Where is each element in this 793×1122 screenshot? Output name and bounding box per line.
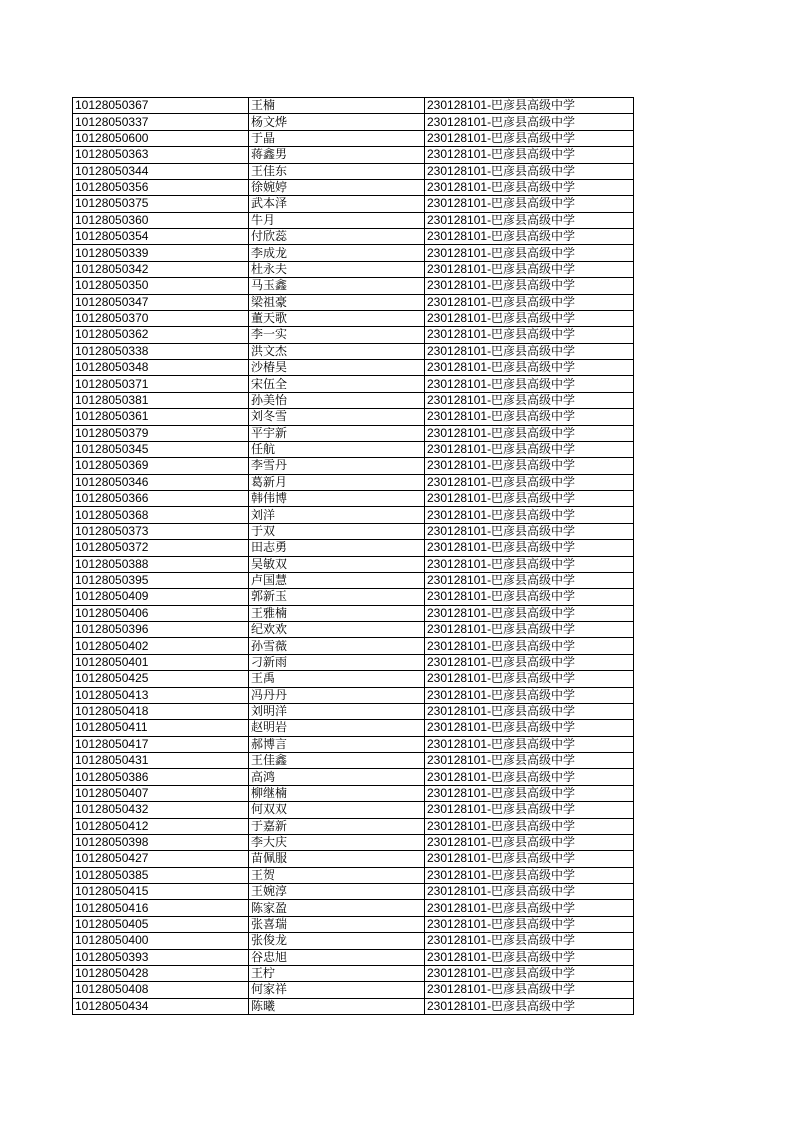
candidate-id-cell: 10128050339 — [73, 245, 249, 261]
table-row — [73, 736, 634, 752]
table-row — [73, 523, 634, 539]
student-name-cell: 王佳鑫 — [249, 753, 425, 769]
school-cell: 230128101-巴彦县高级中学 — [425, 753, 634, 769]
table-row — [73, 605, 634, 621]
candidate-id-cell: 10128050407 — [73, 785, 249, 801]
candidate-id-cell: 10128050413 — [73, 687, 249, 703]
table-row — [73, 98, 634, 114]
student-name-cell: 李一实 — [249, 327, 425, 343]
student-name-cell: 柳继楠 — [249, 785, 425, 801]
table-row — [73, 982, 634, 998]
school-cell: 230128101-巴彦县高级中学 — [425, 654, 634, 670]
student-name-cell: 杨文烨 — [249, 114, 425, 130]
table-row — [73, 130, 634, 146]
table-row — [73, 916, 634, 932]
candidate-id-cell: 10128050428 — [73, 965, 249, 981]
candidate-id-cell: 10128050373 — [73, 523, 249, 539]
school-cell: 230128101-巴彦县高级中学 — [425, 212, 634, 228]
table-row — [73, 425, 634, 441]
student-name-cell: 李大庆 — [249, 834, 425, 850]
candidate-id-cell: 10128050348 — [73, 360, 249, 376]
school-cell: 230128101-巴彦县高级中学 — [425, 163, 634, 179]
candidate-id-cell: 10128050346 — [73, 474, 249, 490]
table-row — [73, 998, 634, 1014]
school-cell: 230128101-巴彦县高级中学 — [425, 589, 634, 605]
candidate-id-cell: 10128050368 — [73, 507, 249, 523]
school-cell: 230128101-巴彦县高级中学 — [425, 671, 634, 687]
school-cell: 230128101-巴彦县高级中学 — [425, 130, 634, 146]
candidate-id-cell: 10128050388 — [73, 556, 249, 572]
table-row — [73, 458, 634, 474]
candidate-id-cell: 10128050401 — [73, 654, 249, 670]
candidate-id-cell: 10128050417 — [73, 736, 249, 752]
candidate-id-cell: 10128050434 — [73, 998, 249, 1014]
school-cell: 230128101-巴彦县高级中学 — [425, 310, 634, 326]
table-row — [73, 818, 634, 834]
candidate-id-cell: 10128050372 — [73, 540, 249, 556]
candidate-id-cell: 10128050393 — [73, 949, 249, 965]
candidate-id-cell: 10128050337 — [73, 114, 249, 130]
candidate-id-cell: 10128050418 — [73, 703, 249, 719]
student-name-cell: 武本泽 — [249, 196, 425, 212]
table-row — [73, 965, 634, 981]
table-row — [73, 441, 634, 457]
candidate-id-cell: 10128050369 — [73, 458, 249, 474]
student-name-cell: 王婉淳 — [249, 884, 425, 900]
table-row — [73, 245, 634, 261]
student-name-cell: 徐婉婷 — [249, 179, 425, 195]
candidate-id-cell: 10128050381 — [73, 392, 249, 408]
candidate-id-cell: 10128050370 — [73, 310, 249, 326]
school-cell: 230128101-巴彦县高级中学 — [425, 147, 634, 163]
student-name-cell: 王楠 — [249, 98, 425, 114]
candidate-id-cell: 10128050432 — [73, 802, 249, 818]
student-name-cell: 孙雪薇 — [249, 638, 425, 654]
school-cell: 230128101-巴彦县高级中学 — [425, 785, 634, 801]
student-name-cell: 纪欢欢 — [249, 622, 425, 638]
school-cell: 230128101-巴彦县高级中学 — [425, 540, 634, 556]
table-row — [73, 540, 634, 556]
table-row — [73, 703, 634, 719]
student-name-cell: 吴敏双 — [249, 556, 425, 572]
candidate-id-cell: 10128050412 — [73, 818, 249, 834]
school-cell: 230128101-巴彦县高级中学 — [425, 687, 634, 703]
table-row — [73, 343, 634, 359]
student-name-cell: 杜永夫 — [249, 261, 425, 277]
school-cell: 230128101-巴彦县高级中学 — [425, 916, 634, 932]
school-cell: 230128101-巴彦县高级中学 — [425, 818, 634, 834]
candidate-id-cell: 10128050345 — [73, 441, 249, 457]
table-row — [73, 671, 634, 687]
candidate-id-cell: 10128050396 — [73, 622, 249, 638]
student-name-cell: 王雅楠 — [249, 605, 425, 621]
table-row — [73, 163, 634, 179]
school-cell: 230128101-巴彦县高级中学 — [425, 622, 634, 638]
table-row — [73, 572, 634, 588]
table-row — [73, 196, 634, 212]
student-name-cell: 何家祥 — [249, 982, 425, 998]
table-row — [73, 851, 634, 867]
school-cell: 230128101-巴彦县高级中学 — [425, 343, 634, 359]
school-cell: 230128101-巴彦县高级中学 — [425, 703, 634, 719]
student-name-cell: 高鸿 — [249, 769, 425, 785]
school-cell: 230128101-巴彦县高级中学 — [425, 965, 634, 981]
student-name-cell: 付欣蕊 — [249, 229, 425, 245]
student-name-cell: 宋伍全 — [249, 376, 425, 392]
student-name-cell: 郝博言 — [249, 736, 425, 752]
student-name-cell: 郭新玉 — [249, 589, 425, 605]
school-cell: 230128101-巴彦县高级中学 — [425, 851, 634, 867]
school-cell: 230128101-巴彦县高级中学 — [425, 98, 634, 114]
candidate-id-cell: 10128050362 — [73, 327, 249, 343]
student-name-cell: 卢国慧 — [249, 572, 425, 588]
student-name-cell: 刘洋 — [249, 507, 425, 523]
student-name-cell: 苗佩服 — [249, 851, 425, 867]
school-cell: 230128101-巴彦县高级中学 — [425, 736, 634, 752]
candidate-id-cell: 10128050409 — [73, 589, 249, 605]
school-cell: 230128101-巴彦县高级中学 — [425, 982, 634, 998]
student-name-cell: 孙美怡 — [249, 392, 425, 408]
school-cell: 230128101-巴彦县高级中学 — [425, 392, 634, 408]
student-name-cell: 洪文杰 — [249, 343, 425, 359]
candidate-id-cell: 10128050431 — [73, 753, 249, 769]
table-row — [73, 114, 634, 130]
candidate-id-cell: 10128050356 — [73, 179, 249, 195]
school-cell: 230128101-巴彦县高级中学 — [425, 294, 634, 310]
student-table-body — [73, 98, 634, 1015]
table-row — [73, 261, 634, 277]
candidate-id-cell: 10128050395 — [73, 572, 249, 588]
school-cell: 230128101-巴彦县高级中学 — [425, 441, 634, 457]
student-name-cell: 于嘉新 — [249, 818, 425, 834]
candidate-id-cell: 10128050411 — [73, 720, 249, 736]
candidate-id-cell: 10128050425 — [73, 671, 249, 687]
school-cell: 230128101-巴彦县高级中学 — [425, 458, 634, 474]
student-name-cell: 沙椿昊 — [249, 360, 425, 376]
table-row — [73, 376, 634, 392]
student-name-cell: 赵明岩 — [249, 720, 425, 736]
table-row — [73, 884, 634, 900]
student-name-cell: 任航 — [249, 441, 425, 457]
school-cell: 230128101-巴彦县高级中学 — [425, 949, 634, 965]
school-cell: 230128101-巴彦县高级中学 — [425, 114, 634, 130]
candidate-id-cell: 10128050366 — [73, 491, 249, 507]
school-cell: 230128101-巴彦县高级中学 — [425, 360, 634, 376]
student-name-cell: 牛月 — [249, 212, 425, 228]
school-cell: 230128101-巴彦县高级中学 — [425, 409, 634, 425]
student-name-cell: 张俊龙 — [249, 933, 425, 949]
student-table — [72, 97, 634, 1015]
table-row — [73, 753, 634, 769]
table-row — [73, 360, 634, 376]
school-cell: 230128101-巴彦县高级中学 — [425, 474, 634, 490]
candidate-id-cell: 10128050415 — [73, 884, 249, 900]
candidate-id-cell: 10128050354 — [73, 229, 249, 245]
school-cell: 230128101-巴彦县高级中学 — [425, 884, 634, 900]
table-row — [73, 834, 634, 850]
candidate-id-cell: 10128050408 — [73, 982, 249, 998]
student-name-cell: 王贺 — [249, 867, 425, 883]
school-cell: 230128101-巴彦县高级中学 — [425, 376, 634, 392]
school-cell: 230128101-巴彦县高级中学 — [425, 261, 634, 277]
table-row — [73, 785, 634, 801]
school-cell: 230128101-巴彦县高级中学 — [425, 523, 634, 539]
school-cell: 230128101-巴彦县高级中学 — [425, 278, 634, 294]
school-cell: 230128101-巴彦县高级中学 — [425, 327, 634, 343]
student-name-cell: 谷忠旭 — [249, 949, 425, 965]
candidate-id-cell: 10128050361 — [73, 409, 249, 425]
table-row — [73, 933, 634, 949]
candidate-id-cell: 10128050375 — [73, 196, 249, 212]
school-cell: 230128101-巴彦县高级中学 — [425, 720, 634, 736]
candidate-id-cell: 10128050398 — [73, 834, 249, 850]
student-name-cell: 王禹 — [249, 671, 425, 687]
school-cell: 230128101-巴彦县高级中学 — [425, 900, 634, 916]
school-cell: 230128101-巴彦县高级中学 — [425, 245, 634, 261]
table-row — [73, 687, 634, 703]
candidate-id-cell: 10128050385 — [73, 867, 249, 883]
school-cell: 230128101-巴彦县高级中学 — [425, 229, 634, 245]
table-row — [73, 949, 634, 965]
table-row — [73, 802, 634, 818]
student-name-cell: 于双 — [249, 523, 425, 539]
table-row — [73, 491, 634, 507]
table-row — [73, 310, 634, 326]
candidate-id-cell: 10128050406 — [73, 605, 249, 621]
school-cell: 230128101-巴彦县高级中学 — [425, 572, 634, 588]
student-name-cell: 董天歌 — [249, 310, 425, 326]
school-cell: 230128101-巴彦县高级中学 — [425, 638, 634, 654]
table-row — [73, 867, 634, 883]
candidate-id-cell: 10128050360 — [73, 212, 249, 228]
student-name-cell: 李成龙 — [249, 245, 425, 261]
school-cell: 230128101-巴彦县高级中学 — [425, 933, 634, 949]
student-name-cell: 李雪丹 — [249, 458, 425, 474]
table-row — [73, 212, 634, 228]
school-cell: 230128101-巴彦县高级中学 — [425, 802, 634, 818]
table-row — [73, 556, 634, 572]
student-name-cell: 韩伟博 — [249, 491, 425, 507]
student-name-cell: 马玉鑫 — [249, 278, 425, 294]
student-name-cell: 田志勇 — [249, 540, 425, 556]
candidate-id-cell: 10128050600 — [73, 130, 249, 146]
student-name-cell: 何双双 — [249, 802, 425, 818]
table-row — [73, 294, 634, 310]
candidate-id-cell: 10128050379 — [73, 425, 249, 441]
school-cell: 230128101-巴彦县高级中学 — [425, 196, 634, 212]
student-name-cell: 陈曦 — [249, 998, 425, 1014]
school-cell: 230128101-巴彦县高级中学 — [425, 507, 634, 523]
table-row — [73, 507, 634, 523]
table-row — [73, 589, 634, 605]
student-name-cell: 刘明洋 — [249, 703, 425, 719]
student-name-cell: 刁新雨 — [249, 654, 425, 670]
school-cell: 230128101-巴彦县高级中学 — [425, 867, 634, 883]
school-cell: 230128101-巴彦县高级中学 — [425, 605, 634, 621]
school-cell: 230128101-巴彦县高级中学 — [425, 556, 634, 572]
student-name-cell: 梁祖豪 — [249, 294, 425, 310]
table-row — [73, 278, 634, 294]
table-row — [73, 229, 634, 245]
table-row — [73, 622, 634, 638]
student-name-cell: 张喜瑞 — [249, 916, 425, 932]
table-row — [73, 179, 634, 195]
candidate-id-cell: 10128050400 — [73, 933, 249, 949]
candidate-id-cell: 10128050344 — [73, 163, 249, 179]
candidate-id-cell: 10128050363 — [73, 147, 249, 163]
student-name-cell: 冯丹丹 — [249, 687, 425, 703]
table-row — [73, 474, 634, 490]
table-row — [73, 769, 634, 785]
student-name-cell: 平宇新 — [249, 425, 425, 441]
candidate-id-cell: 10128050371 — [73, 376, 249, 392]
table-row — [73, 654, 634, 670]
school-cell: 230128101-巴彦县高级中学 — [425, 425, 634, 441]
student-name-cell: 刘冬雪 — [249, 409, 425, 425]
school-cell: 230128101-巴彦县高级中学 — [425, 769, 634, 785]
table-row — [73, 409, 634, 425]
table-row — [73, 147, 634, 163]
student-name-cell: 王佳东 — [249, 163, 425, 179]
candidate-id-cell: 10128050338 — [73, 343, 249, 359]
candidate-id-cell: 10128050350 — [73, 278, 249, 294]
student-name-cell: 蒋鑫男 — [249, 147, 425, 163]
table-row — [73, 720, 634, 736]
school-cell: 230128101-巴彦县高级中学 — [425, 834, 634, 850]
candidate-id-cell: 10128050402 — [73, 638, 249, 654]
school-cell: 230128101-巴彦县高级中学 — [425, 491, 634, 507]
candidate-id-cell: 10128050386 — [73, 769, 249, 785]
candidate-id-cell: 10128050367 — [73, 98, 249, 114]
school-cell: 230128101-巴彦县高级中学 — [425, 998, 634, 1014]
student-name-cell: 葛新月 — [249, 474, 425, 490]
table-row — [73, 638, 634, 654]
student-name-cell: 王柠 — [249, 965, 425, 981]
candidate-id-cell: 10128050347 — [73, 294, 249, 310]
candidate-id-cell: 10128050405 — [73, 916, 249, 932]
candidate-id-cell: 10128050416 — [73, 900, 249, 916]
table-row — [73, 392, 634, 408]
student-name-cell: 陈家盈 — [249, 900, 425, 916]
candidate-id-cell: 10128050427 — [73, 851, 249, 867]
table-row — [73, 327, 634, 343]
student-name-cell: 于晶 — [249, 130, 425, 146]
candidate-id-cell: 10128050342 — [73, 261, 249, 277]
school-cell: 230128101-巴彦县高级中学 — [425, 179, 634, 195]
table-row — [73, 900, 634, 916]
